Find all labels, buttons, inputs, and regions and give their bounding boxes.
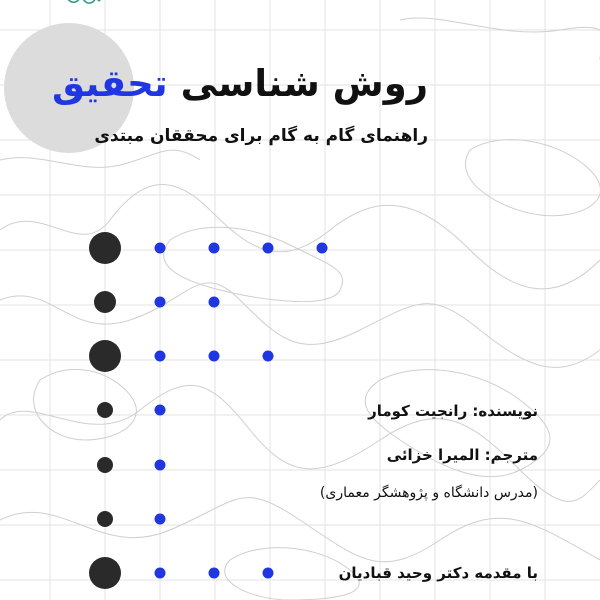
author-line: نویسنده: رانجیت کومار bbox=[368, 402, 538, 420]
blue-dot bbox=[155, 351, 166, 362]
blue-dot bbox=[317, 243, 328, 254]
blue-dot bbox=[155, 243, 166, 254]
blue-dot bbox=[263, 351, 274, 362]
translator-note: (مدرس دانشگاه و پژوهشگر معماری) bbox=[319, 485, 538, 501]
dark-dot bbox=[94, 291, 116, 313]
blue-dot bbox=[155, 568, 166, 579]
dark-dot bbox=[89, 557, 121, 589]
translator-line: مترجم: المیرا خزائی bbox=[386, 446, 538, 464]
dark-dot bbox=[89, 340, 121, 372]
blue-dot bbox=[209, 351, 220, 362]
blue-dot bbox=[263, 243, 274, 254]
dark-dot bbox=[97, 402, 113, 418]
dark-dot bbox=[97, 457, 113, 473]
blue-dot bbox=[155, 297, 166, 308]
book-subtitle: راهنمای گام به گام برای محققان مبتدی bbox=[94, 126, 428, 146]
title-main: روش شناسی bbox=[180, 62, 428, 105]
blue-dot bbox=[155, 460, 166, 471]
blue-dot bbox=[209, 243, 220, 254]
dark-dot bbox=[97, 511, 113, 527]
blue-dot bbox=[155, 514, 166, 525]
blue-dot bbox=[155, 405, 166, 416]
blue-dot bbox=[263, 568, 274, 579]
foreword-line: با مقدمه دکتر وحید قبادیان bbox=[338, 564, 538, 582]
dark-dot bbox=[89, 232, 121, 264]
blue-dot bbox=[209, 297, 220, 308]
title-accent: تحقیق bbox=[52, 62, 168, 105]
blue-dot bbox=[209, 568, 220, 579]
